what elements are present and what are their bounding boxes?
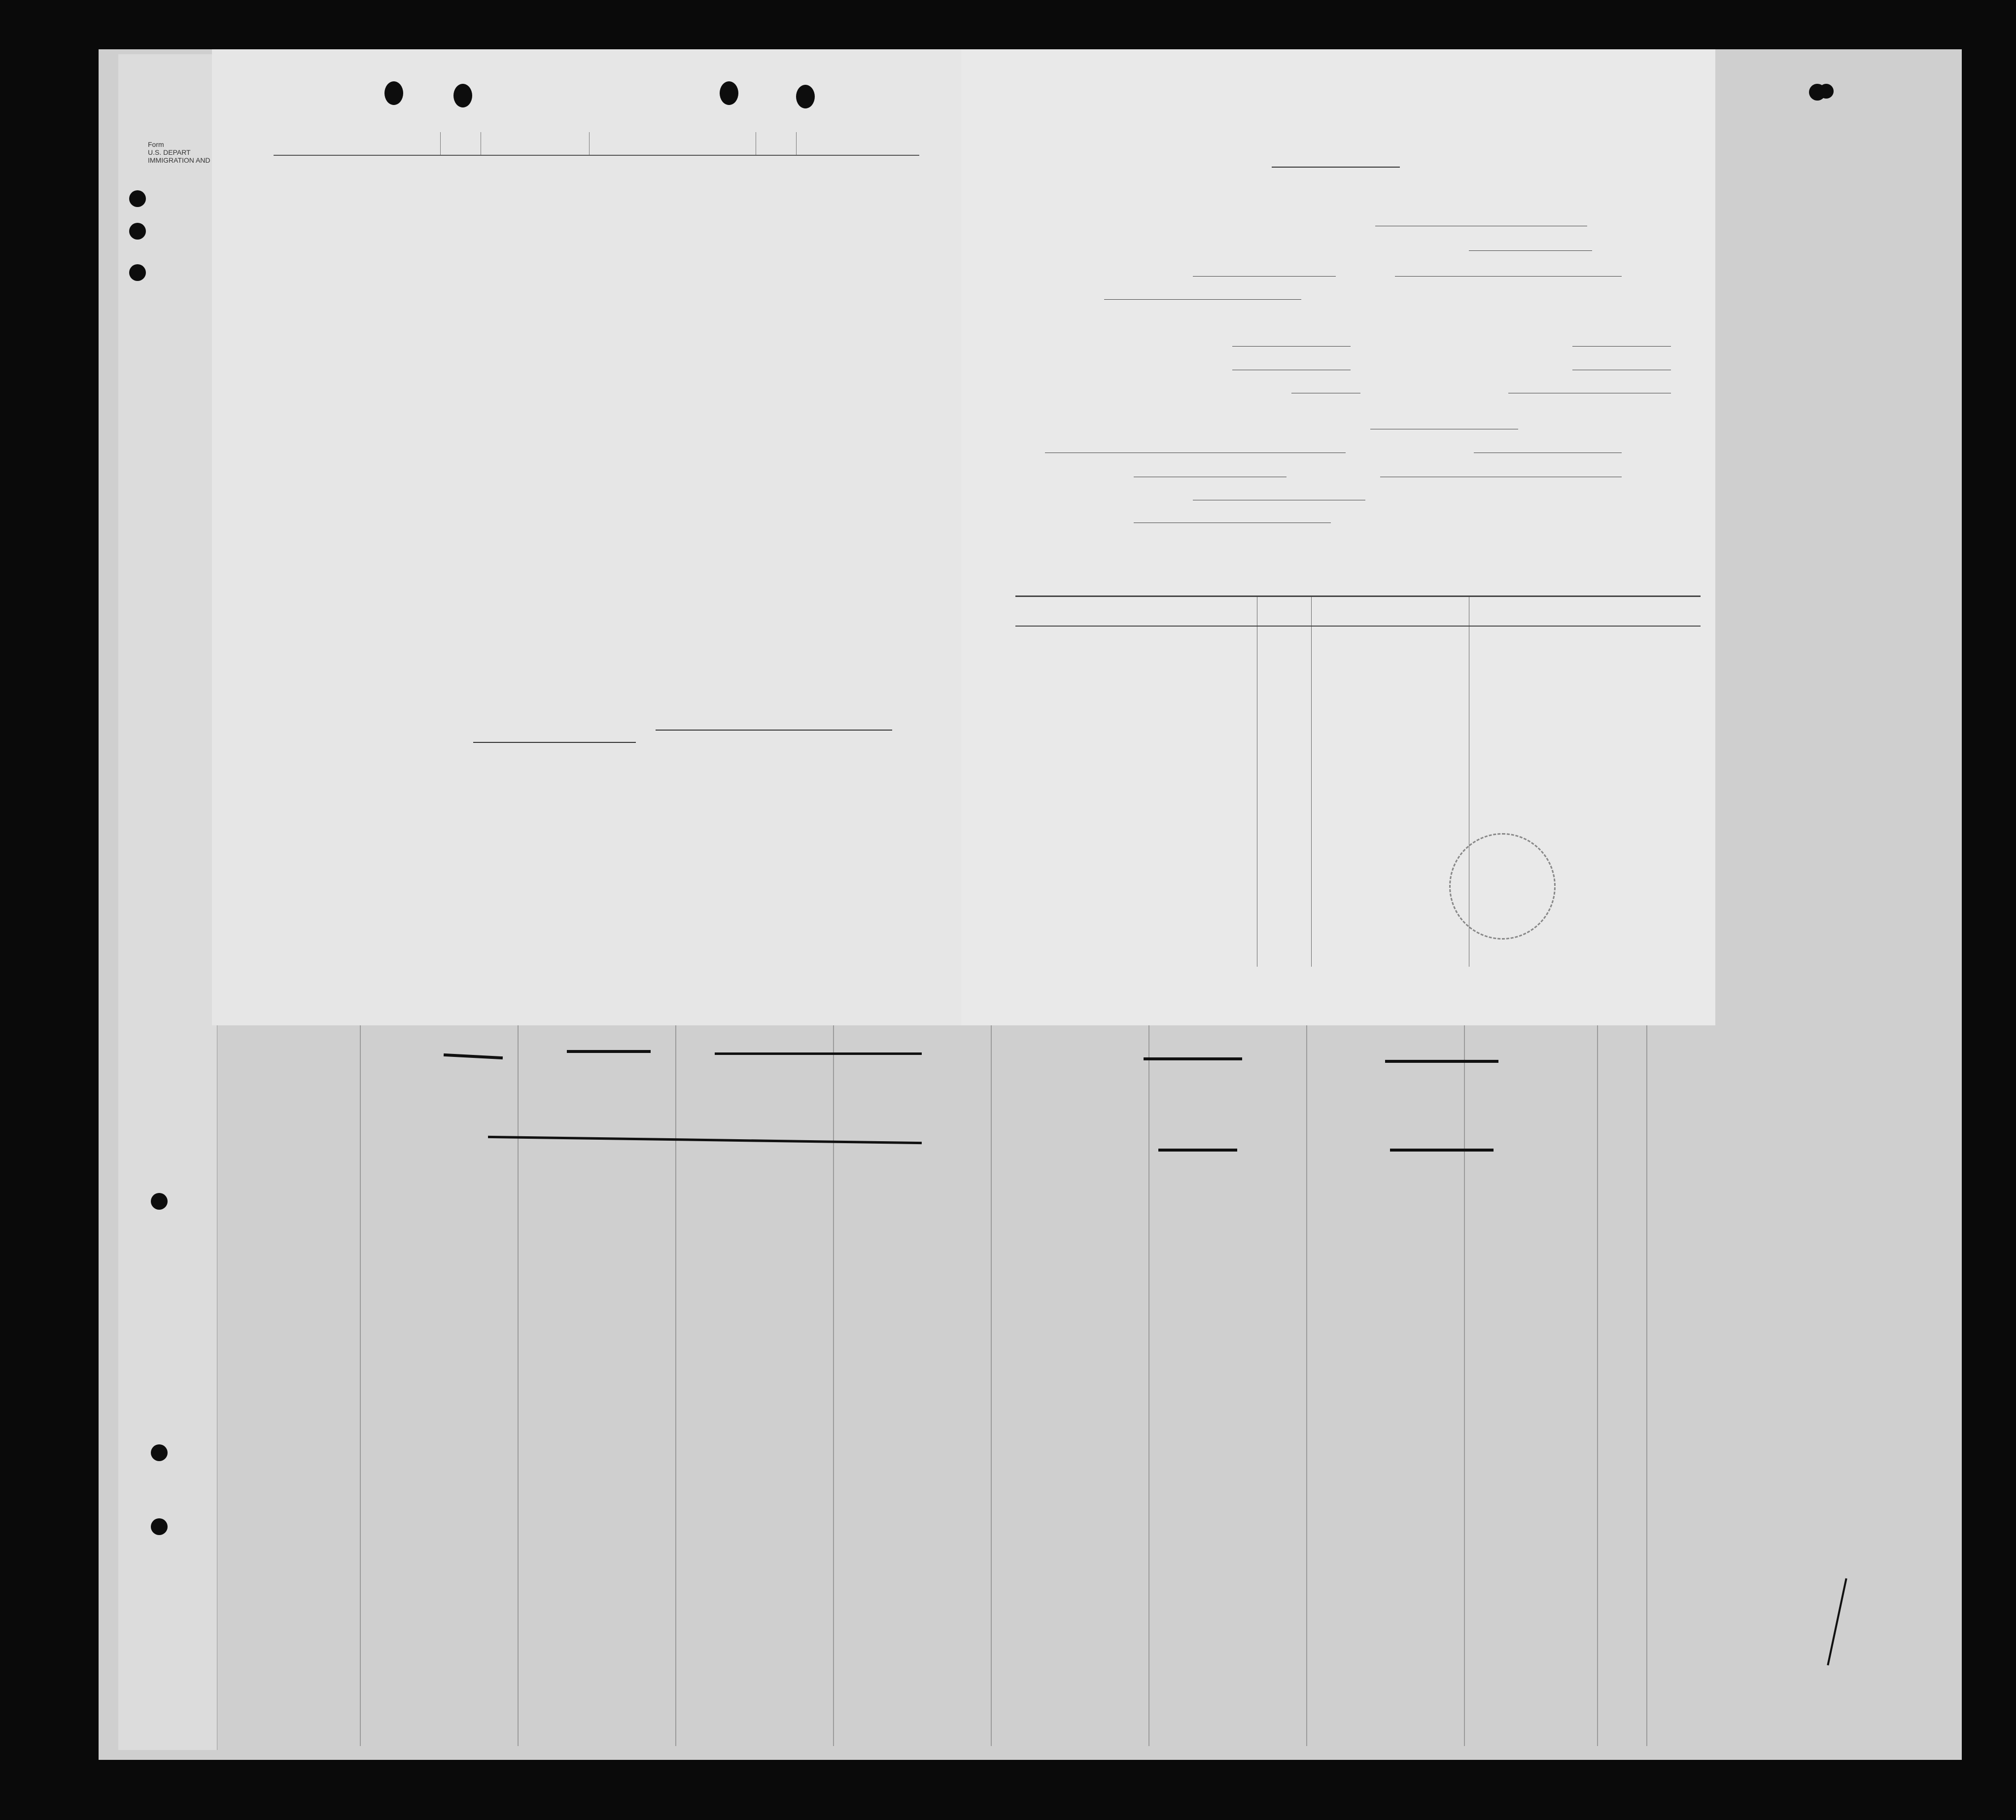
col-nationality <box>481 132 589 155</box>
punch-hole <box>720 81 738 105</box>
seamen-signed-on-page <box>212 49 962 1025</box>
rule <box>473 742 636 743</box>
signed-on-table <box>274 132 919 156</box>
grid-line <box>518 996 519 1746</box>
binder-hole <box>1819 84 1834 99</box>
grid-line <box>360 996 361 1746</box>
strike-mark <box>1144 1057 1242 1060</box>
ship-name <box>1395 276 1622 277</box>
grid-line <box>1464 996 1465 1746</box>
strike-mark <box>1390 1149 1494 1152</box>
binder-hole <box>151 1193 168 1210</box>
punch-hole <box>384 81 403 105</box>
binder-hole <box>129 190 146 207</box>
nationality-value <box>1193 276 1336 277</box>
col-age <box>756 132 797 155</box>
strike-mark <box>1158 1149 1237 1152</box>
binder-hole <box>129 223 146 240</box>
punch-hole <box>453 84 472 107</box>
grid-line <box>1148 996 1149 1746</box>
binder-hole <box>151 1444 168 1461</box>
binder-hole <box>151 1518 168 1535</box>
grid-line <box>675 996 676 1746</box>
underlying-form-dept: Form U.S. DEPART IMMIGRATION AND <box>148 140 210 164</box>
total-arrival-value <box>1232 346 1351 347</box>
grid-line <box>1306 996 1307 1746</box>
col-age <box>440 132 481 155</box>
deserting-seamen-table <box>1015 595 1701 967</box>
col-name <box>589 132 756 155</box>
binder-hole <box>129 264 146 281</box>
rule <box>1272 167 1400 168</box>
from-port-value <box>1104 299 1301 300</box>
underlying-form-strip <box>118 54 217 1750</box>
manifest-form-header <box>1895 163 1912 261</box>
grid-line <box>833 996 834 1746</box>
strike-mark <box>567 1050 651 1053</box>
grid-line <box>1597 996 1598 1746</box>
grid-line <box>991 996 992 1746</box>
strike-mark <box>715 1052 922 1055</box>
punch-hole <box>796 85 815 108</box>
grid-line <box>1646 996 1647 1746</box>
receipt-stamp <box>1449 833 1556 940</box>
signature-line <box>656 730 892 731</box>
col-nationality <box>797 132 919 155</box>
col-name <box>274 132 440 155</box>
strike-mark <box>1385 1060 1498 1063</box>
deserted-value <box>1572 346 1671 347</box>
statement-date <box>1469 250 1592 251</box>
